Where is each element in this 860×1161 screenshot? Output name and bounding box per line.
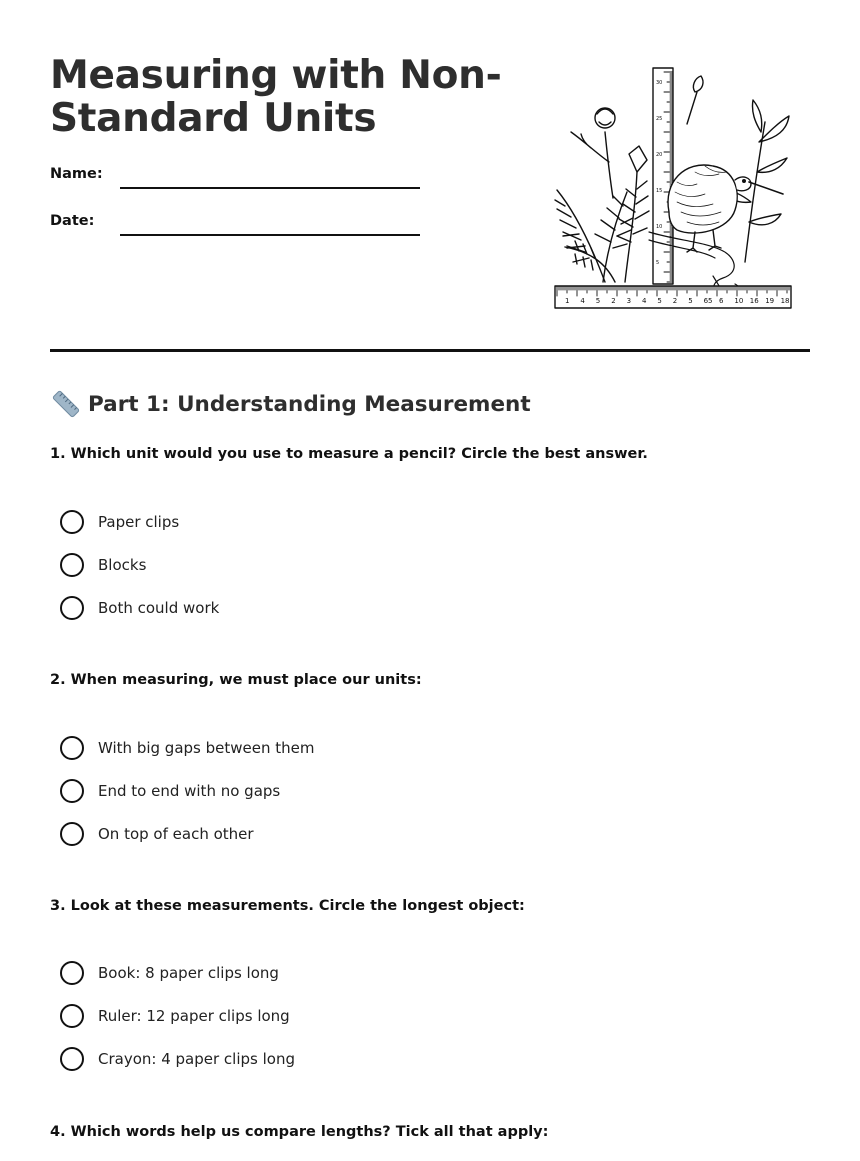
ruler-number: 5 [657,297,662,305]
ruler-number: 25 [656,116,663,122]
ruler-number: 5 [595,297,601,305]
question-1: 1. Which unit would you use to measure a pencil? Circle the best answer. [50,446,648,462]
ruler-number: 10 [656,224,663,230]
date-label: Date: [50,213,95,229]
q3-option-2[interactable] [60,1003,290,1029]
radio-circle[interactable] [60,736,84,760]
ruler-number: 19 [765,297,775,305]
option-label: Blocks [98,556,147,574]
option-label: Crayon: 4 paper clips long [98,1050,295,1068]
q2-option-3[interactable] [60,821,254,847]
name-field[interactable] [120,187,420,189]
header-divider [50,349,810,352]
q1-option-2[interactable] [60,552,146,578]
q1-option-3[interactable] [60,595,219,621]
q3-option-1[interactable] [60,960,279,986]
ruler-number: 6 [719,297,724,305]
q1-option-1[interactable] [60,509,179,535]
radio-circle[interactable] [60,1047,84,1071]
option-label: End to end with no gaps [98,782,281,800]
radio-circle[interactable] [60,596,84,620]
radio-circle[interactable] [60,961,84,985]
part1-heading [50,388,531,420]
ruler-number: 5 [656,260,660,266]
ruler-number: 2 [611,297,616,305]
q2-option-2[interactable] [60,778,280,804]
part1-heading-text: Part 1: Understanding Measurement [88,391,531,417]
option-label: Book: 8 paper clips long [98,964,279,982]
radio-circle[interactable] [60,1004,84,1028]
ruler-number: 4 [580,297,585,305]
option-label: Both could work [98,599,220,617]
radio-circle[interactable] [60,553,84,577]
ruler-number: 16 [749,297,759,305]
ruler-number: 4 [642,297,647,305]
ruler-number: 10 [734,297,744,305]
date-field[interactable] [120,234,420,236]
ruler-number: 18 [780,297,790,305]
option-label: Ruler: 12 paper clips long [98,1007,290,1025]
ruler-number: 20 [656,152,663,158]
radio-circle[interactable] [60,822,84,846]
ruler-number: 1 [565,297,570,305]
question-3: 3. Look at these measurements. Circle the longest object: [50,898,525,914]
q2-option-1[interactable] [60,735,314,761]
question-2: 2. When measuring, we must place our units: [50,672,422,688]
ruler-number: 3 [626,297,632,305]
option-label: With big gaps between them [98,739,315,757]
radio-circle[interactable] [60,779,84,803]
ruler-number: 65 [703,297,713,305]
ruler-icon [50,388,82,420]
ruler-number: 5 [688,297,693,305]
question-4: 4. Which words help us compare lengths? Tick all that apply: [50,1124,549,1140]
ruler-number: 15 [656,188,663,194]
radio-circle[interactable] [60,510,84,534]
worksheet-title: Measuring with Non-Standard Units [50,53,502,141]
option-label: Paper clips [98,513,180,531]
ruler-number: 30 [656,80,663,86]
ruler-number: 2 [672,297,678,305]
name-label: Name: [50,166,103,182]
option-label: On top of each other [98,825,254,843]
kiwi-bird-ferns-rulers-illustration [545,62,800,314]
q3-option-3[interactable] [60,1046,295,1072]
